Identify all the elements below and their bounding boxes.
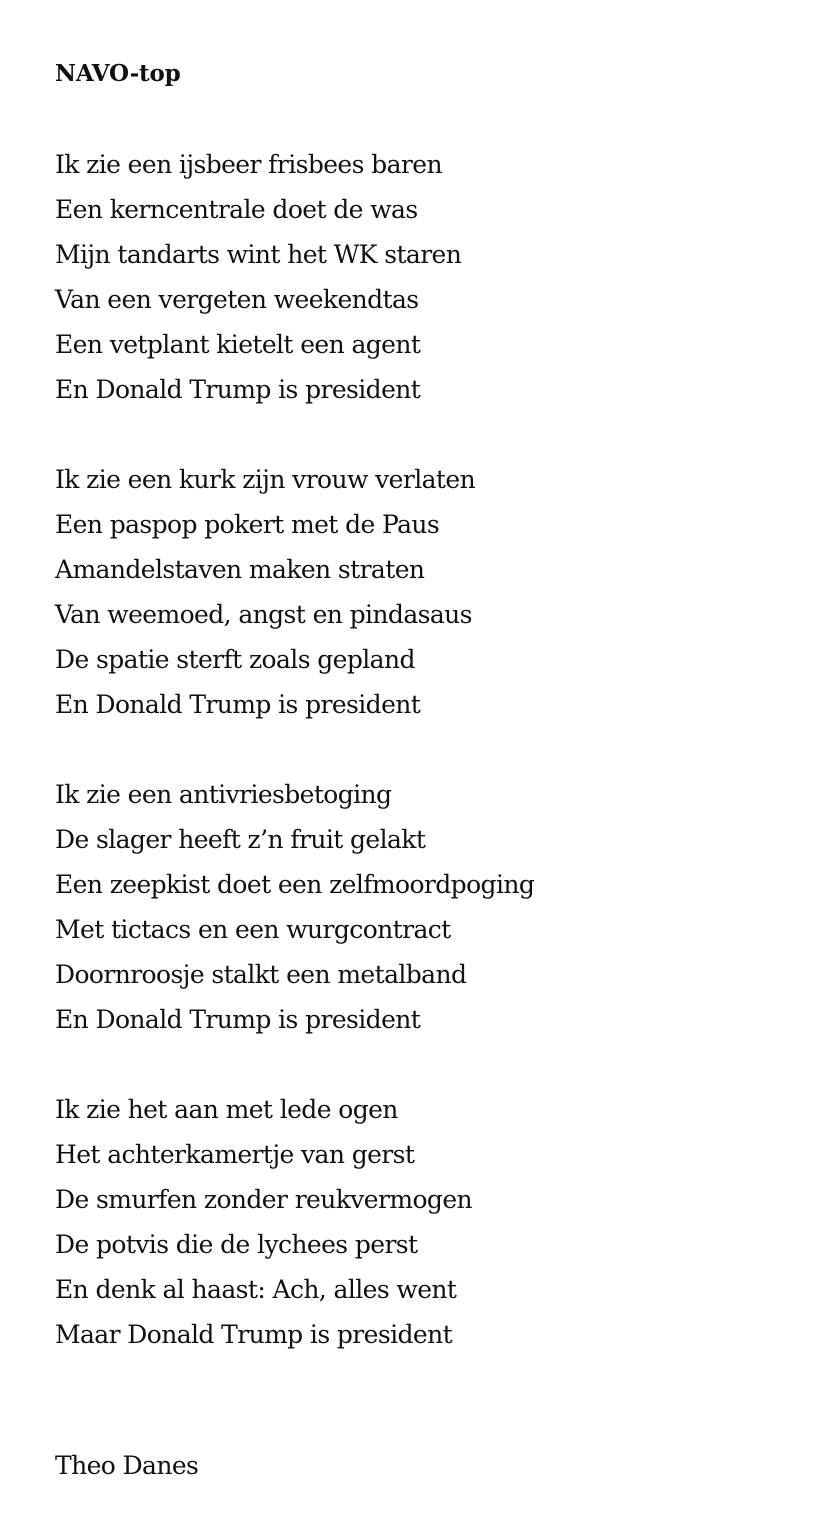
poem-line: Amandelstaven maken straten bbox=[55, 555, 425, 584]
poem-body bbox=[55, 52, 808, 1357]
poem-line: Het achterkamertje van gerst bbox=[55, 1140, 415, 1169]
poem-line: Maar Donald Trump is president bbox=[55, 1320, 453, 1349]
poem-line: Van weemoed, angst en pindasaus bbox=[55, 600, 472, 629]
poem-title: NAVO-top bbox=[55, 60, 181, 87]
poem-line: Mijn tandarts wint het WK staren bbox=[55, 240, 462, 269]
poem-line: Een vetplant kietelt een agent bbox=[55, 330, 421, 359]
poem-line: Ik zie een antivriesbetoging bbox=[55, 780, 392, 809]
poem-line: Ik zie een ijsbeer frisbees baren bbox=[55, 150, 442, 179]
poem-line: De smurfen zonder reukvermogen bbox=[55, 1185, 473, 1214]
poem-line: En Donald Trump is president bbox=[55, 375, 421, 404]
poem-line: Met tictacs en een wurgcontract bbox=[55, 915, 451, 944]
stanza-2 bbox=[55, 457, 808, 727]
stanza-3 bbox=[55, 772, 808, 1042]
poem-line: En Donald Trump is president bbox=[55, 1005, 421, 1034]
poem-line: En denk al haast: Ach, alles went bbox=[55, 1275, 457, 1304]
poem-line: Een kerncentrale doet de was bbox=[55, 195, 418, 224]
poem-author: Theo Danes bbox=[55, 1451, 199, 1480]
stanza-4 bbox=[55, 1087, 808, 1357]
poem-line: De potvis die de lychees perst bbox=[55, 1230, 418, 1259]
poem-line: Doornroosje stalkt een metalband bbox=[55, 960, 467, 989]
stanza-1 bbox=[55, 142, 808, 412]
poem-line: Ik zie een kurk zijn vrouw verlaten bbox=[55, 465, 476, 494]
poem-line: Ik zie het aan met lede ogen bbox=[55, 1095, 398, 1124]
poem-line: Van een vergeten weekendtas bbox=[55, 285, 419, 314]
poem-line: De slager heeft z’n fruit gelakt bbox=[55, 825, 426, 854]
poem-line: Een paspop pokert met de Paus bbox=[55, 510, 440, 539]
poem-line: Een zeepkist doet een zelfmoordpoging bbox=[55, 870, 535, 899]
poem-line: De spatie sterft zoals gepland bbox=[55, 645, 415, 674]
poem-line: En Donald Trump is president bbox=[55, 690, 421, 719]
